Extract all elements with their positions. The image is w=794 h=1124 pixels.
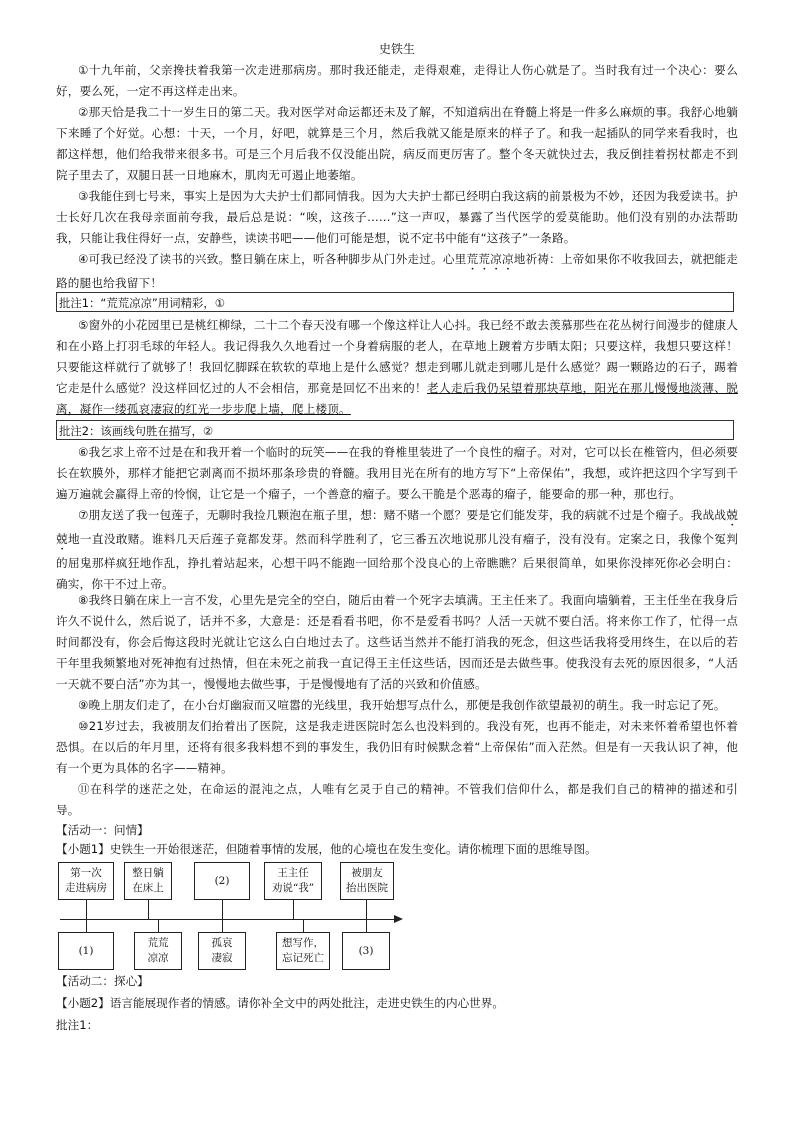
paragraph-6: ⑥我乞求上帝不过是在和我开着一个临时的玩笑——在我的脊椎里装进了一个良性的瘤子。对对，它可以长在椎管内，但必须要长在软膜外，那样才能把它剥离而不损坏那条珍贵的脊髓。我用目光在所有的地方写下“上帝保佑”，我想，或许把这四个字写到千遍万遍就会赢得上帝的怜悯，让它是一个瘤子，一个善意的瘤子。要么干脆是个恶毒的瘤子，能要命的那一种，那也行。 [56,445,738,501]
connector-bottom-2 [158,919,159,932]
mindmap-top-4: 王主任 劝说“我” [264,862,322,900]
paragraph-4-text-a: ④可我已经没了读书的兴致。整日躺在床上，听各种脚步从门外走过。心里 [78,252,467,266]
timeline-arrow-icon [394,915,403,923]
connector-bottom-4 [303,919,304,932]
mindmap-top-5: 被朋友 抬出医院 [340,862,394,900]
annotation-1-answer-label: 批注1： [56,1018,99,1032]
paragraph-2: ②那天恰是我二十一岁生日的第二天。我对医学对命运都还未及了解，不知道病出在脊髓上将是一件多么麻烦的事。我舒心地躺下来睡了个好觉。心想：十天，一个月，好吧，就算是三个月，然后我就又能是原来的样子了。和我一起插队的同学来看我时，也都这样想，他们给我带来很多书。可是三个月后我不仅没能出院，病反而更厉害了。整个冬天就快过去，我反倒挂着拐杖都走不到院子里去了，双腿日甚一日地麻木，肌肉无可遏止地萎缩。 [56,105,738,182]
paragraph-3: ③我能住到七号来，事实上是因为大夫护士们都同情我。因为大夫护士都已经明白我这病的前景极为不妙，还因为我爱读书。护士长好几次在我母亲面前夸我，最后总是说：“唉，这孩子……”这一声叹，暴露了当代医学的爱莫能助。他们没有别的办法帮助我，只能让我住得好一点，安静些，读读书吧——他们可能是想，说不定书中能有“这孩子”一条路。 [56,189,738,245]
paragraph-8: ⑧我终日躺在床上一言不发，心里先是完全的空白，随后由着一个死字去填满。王主任来了。我面向墙躺着，王主任坐在我身后许久不说什么，然后说了，话并不多，大意是：还是看看书吧，你不是爱看书吗？人活一天就不要白活。将来你工作了，忙得一点时间都没有，你会后悔这段时光就让它这么白白地过去了。这些话当然并不能打消我的死念，但这些话我将受用终生，在以后的若干年里我频繁地对死神抱有过热情，但在未死之前我一直记得王主任这些话，因而还是去做些事。使我没有去死的原因很多，“人活一天就不要白活”亦为其一，慢慢地去做些事，于是慢慢地有了活的兴致和价值感。 [56,593,738,691]
connector-top-1 [86,900,87,919]
emphasis-jingjing: 兢兢 [56,508,738,546]
annotation-2-box: 批注2：该画线句胜在描写，② [56,420,734,440]
mindmap-top-2: 整日躺 在床上 [124,862,172,900]
underlined-sentence: 老人走后我仍呆望着那块草地，阳光在那儿慢慢地淡薄、脱离，凝作一缕孤哀凄寂的红光一步步爬上墙，爬上楼顶。 [56,381,739,416]
activity-1-heading: 【活动一：问情】 [56,823,149,837]
paragraph-7-text-b: 地一直没敢赌。谁料几天后莲子竟都发芽。然而科学胜利了，它三番五次地说那儿没有瘤子，没有没有。定案之日，我像个冤判的屈鬼那样疯狂地作乱，挣扎着站起来，心想干吗不能跑一回给那个没良心的上帝瞧瞧？后果很简单，如果你没摔死你必会明白：确实，你干不过上帝。 [56,532,738,591]
mindmap-bottom-3: 孤哀 凄寂 [198,932,246,970]
connector-top-4 [293,900,294,919]
emphasis-huanghuangliangliang: 荒荒凉凉 [466,252,514,266]
paragraph-9: ⑨晚上朋友们走了，在小台灯幽寂而又喧嚣的光线里，我开始想写点什么，那便是我创作欲望最初的萌生。我一时忘记了死。 [78,698,726,712]
timeline-line [60,919,396,920]
paragraph-11: ⑪在科学的迷茫之处，在命运的混沌之点，人唯有乞灵于自己的精神。不管我们信仰什么，都是我们自己的精神的描述和引导。 [56,782,738,817]
activity-2-heading: 【活动二：探心】 [56,974,149,988]
paragraph-10: ⑩21岁过去，我被朋友们抬着出了医院，这是我走进医院时怎么也没料到的。我没有死，也再不能走，对未来怀着希望也怀着恐惧。在以后的年月里，还将有很多我料想不到的事发生，我仍旧有时候默念着“上帝保佑”而入茫然。但是有一天我认识了神，他有一个更为具体的名字——精神。 [56,719,738,775]
document-title: 史铁生 [378,42,415,56]
mindmap-bottom-4: 想写作， 忘记死亡 [276,932,330,970]
mindmap-bottom-1-blank: (1) [58,932,114,970]
connector-bottom-1 [86,919,87,932]
connector-top-3 [222,900,223,919]
connector-top-2 [148,900,149,919]
mindmap-top-1: 第一次 走进病房 [58,862,114,900]
paragraph-4-text-b: 地祈祷：上帝如果你不收我回去，就把能走路的腿也给我留下！ [56,252,738,290]
connector-bottom-5 [366,919,367,932]
question-2: 【小题2】语言能展现作者的情感。请你补全文中的两处批注，走进史铁生的内心世界。 [56,996,504,1010]
connector-top-5 [366,900,367,919]
mindmap-top-3-blank: (2) [194,862,250,900]
mindmap-bottom-2: 荒荒 凉凉 [134,932,182,970]
paragraph-7 [56,505,738,595]
paragraph-5-text: ⑤窗外的小花园里已是桃红柳绿，二十二个春天没有哪一个像这样让人心抖。我已经不敢去羡慕那些在花丛树行间漫步的健康人和在小路上打羽毛球的年轻人。我记得我久久地看过一个身着病服的老人，在草地上踱着方步晒太阳；只要这样，我想只要这样！只要能这样就行了就够了！我回忆脚踩在软软的草地上是什么感觉？想走到哪儿就走到哪儿是什么感觉？踢一颗路边的石子，踢着它走是什么感觉？没这样回忆过的人不会相信，那竟是回忆不出来的！ [56,318,738,395]
paragraph-1: ①十九年前，父亲搀扶着我第一次走进那病房。那时我还能走，走得艰难，走得让人伤心就是了。当时我有过一个决心：要么好，要么死，一定不再这样走出来。 [56,63,738,98]
mindmap-bottom-5-blank: (3) [342,932,390,970]
paragraph-7-text-a: ⑦朋友送了我一包莲子，无聊时我捡几颗泡在瓶子里，想：赌不赌一个愿？要是它们能发芽，我的病就不过是个瘤子。我战战 [78,508,727,522]
connector-bottom-3 [222,919,223,932]
question-1: 【小题1】史铁生一开始很迷茫，但随着事情的发展，他的心境也在发生变化。请你梳理下面的思维导图。 [56,842,597,856]
paragraph-5 [56,315,738,420]
paragraph-4 [56,249,738,294]
annotation-1-box: 批注1：“荒荒凉凉”用词精彩，① [56,292,734,312]
